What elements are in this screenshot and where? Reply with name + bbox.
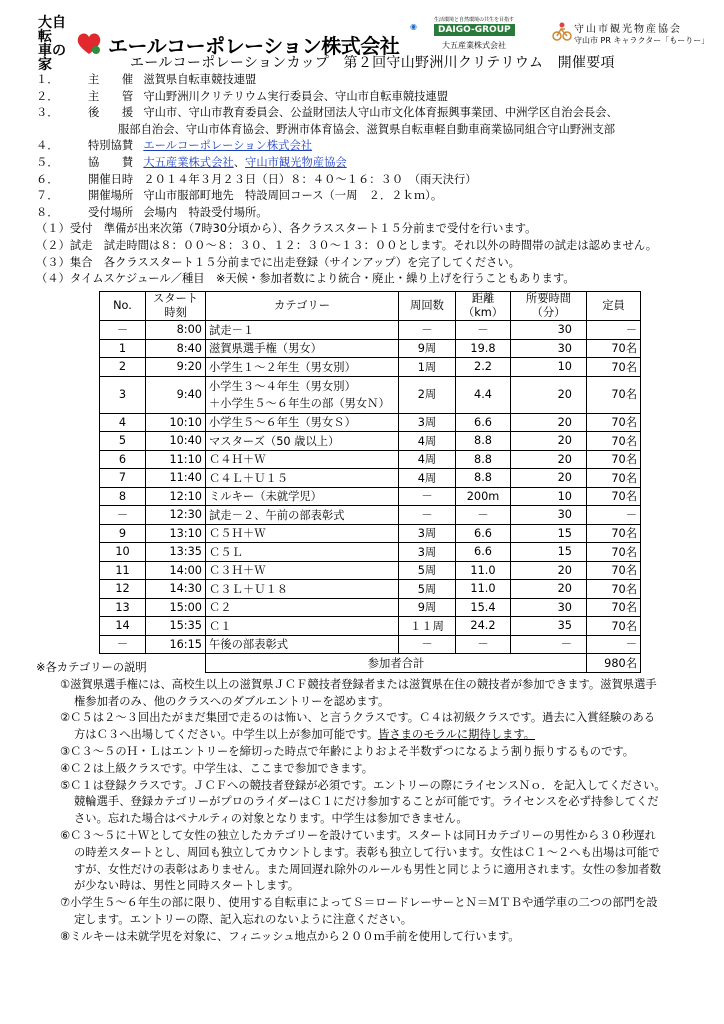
cell-cap: 70名 [587,432,641,451]
cell-time: 12:10 [146,487,206,506]
cell-laps: 9周 [399,339,456,358]
cell-dur: － [511,635,587,654]
cell-time: 16:15 [146,635,206,654]
cell-dist: 15.4 [456,598,511,617]
cell-dur: 20 [511,376,587,413]
cell-dist: 200m [456,487,511,506]
sponsor-link[interactable]: エールコーポレーション株式会社 [143,139,313,153]
cell-no: 5 [100,432,146,451]
cell-cap: 70名 [587,561,641,580]
cell-cap: 70名 [587,580,641,599]
cell-cap: 70名 [587,376,641,413]
info-label: 特別協賛 [88,139,134,153]
notes-section [36,660,710,946]
bicycle-icon [552,22,572,46]
info-label: 開催日時 [88,172,134,186]
category-line: 小学生３～４年生（男女別） [209,379,356,393]
info-line [36,105,657,122]
info-line: ５． 協 賛 大五産業株式会社、守山市観光物産協会 [36,155,657,172]
cell-time: 14:30 [146,580,206,599]
kanko-name: 守山市観光物産協会 [574,24,682,35]
info-number: ４． [36,139,59,153]
cell-cat: Ｃ４Ｌ＋Ｕ１５ [206,469,399,488]
info-value: 守山市、守山市教育委員会、公益財団法人守山市文化体育振興事業団、中洲学区自治会長会、 [143,106,618,120]
cell-no: 12 [100,580,146,599]
sub-item: （４）タイムスケジュール／種目 ※天候・参加者数により統合・廃止・繰り上げを行うこともあります。 [36,272,575,286]
cell-laps: 3周 [399,413,456,432]
cell-no: 14 [100,617,146,636]
sub-item: （１）受付 準備が出来次第（7時30分頃から）、各クラススタート１５分前まで受付を行います。 [36,222,537,236]
cell-cat: Ｃ３Ｌ＋Ｕ１８ [206,580,399,599]
cell-cat: 午後の部表彰式 [206,635,399,654]
header-category: カテゴリー [206,292,399,321]
cell-cat: Ｃ２ [206,598,399,617]
cell-dist: 4.4 [456,376,511,413]
cell-time: 15:00 [146,598,206,617]
info-number: ６． [36,172,59,186]
info-label: 協 賛 [88,155,134,169]
note-item [36,778,710,828]
table-row [100,506,641,525]
note-item [36,744,710,761]
cell-cat: Ｃ４Ｈ＋Ｗ [206,450,399,469]
cell-cap: 70名 [587,358,641,377]
corp-logo-text: エールコーポレーション株式会社 [108,33,400,58]
cell-laps: － [399,487,456,506]
table-row [100,543,641,562]
total-label: 参加者合計 [206,654,587,673]
document-title: エールコーポレーションカップ 第２回守山野洲川クリテリウム 開催要項 [130,55,615,71]
table-row [100,469,641,488]
daigo-tagline: 生活環境と自然環境の共生を目指す [434,17,515,23]
info-line [36,205,657,222]
sponsor-link[interactable]: 守山市観光物産協会 [245,155,347,169]
cell-laps: 5周 [399,561,456,580]
note-line: ④Ｃ２は上級クラスです。中学生は、ここまで参加できます。 [60,761,373,775]
cell-dist: 11.0 [456,580,511,599]
sponsor-link[interactable]: 大五産業株式会社 [143,155,234,169]
header-laps: 周回数 [399,292,456,321]
cell-dist: 24.2 [456,617,511,636]
info-label: 主 管 [88,89,134,103]
cell-dist: 6.6 [456,524,511,543]
calligraphy-logo: 大自転 車の家 [38,15,66,73]
cell-cap: 70名 [587,598,641,617]
cell-dist: 2.2 [456,358,511,377]
info-value: ２０１４年３月２３日（日）８：４０～１６：３０ （雨天決行） [143,172,477,186]
cell-no: 10 [100,543,146,562]
cell-dist: 8.8 [456,450,511,469]
total-value: 980名 [587,654,641,673]
cell-cap: － [587,635,641,654]
table-row [100,598,641,617]
cell-cap: 70名 [587,450,641,469]
cell-dur: 20 [511,413,587,432]
cell-time: 9:40 [146,376,206,413]
cell-no: 9 [100,524,146,543]
cell-cat [206,376,399,413]
header-capacity: 定員 [587,292,641,321]
cell-dur: 20 [511,450,587,469]
cell-dur: 30 [511,598,587,617]
daigo-brand: DAIGO-GROUP [434,24,515,36]
cell-no: 4 [100,413,146,432]
cell-no: － [100,635,146,654]
table-row [100,358,641,377]
note-item [36,761,710,778]
cell-time: 14:00 [146,561,206,580]
cell-dur: 35 [511,617,587,636]
cell-dur: 30 [511,321,587,340]
table-row [100,561,641,580]
cell-cat: 小学生１～２年生（男女別） [206,358,399,377]
cell-dist: － [456,635,511,654]
table-row [100,487,641,506]
cell-dur: 20 [511,469,587,488]
cell-laps: － [399,321,456,340]
note-item [36,710,710,744]
table-row [100,450,641,469]
cell-dist: 6.6 [456,413,511,432]
note-line [60,727,710,744]
cell-cat: マスターズ（50 歳以上） [206,432,399,451]
cell-dist: － [456,506,511,525]
cell-time: 9:20 [146,358,206,377]
schedule-table [99,291,641,673]
cell-dist: 8.8 [456,469,511,488]
note-line: さい。忘れた場合はペナルティの対象となります。中学生は参加できません。 [74,812,468,826]
info-label: 開催場所 [88,189,134,203]
cell-dur: 15 [511,543,587,562]
info-line [36,122,657,139]
cell-dur: 30 [511,339,587,358]
table-row [100,339,641,358]
cell-laps: 5周 [399,580,456,599]
info-number: ７． [36,189,59,203]
table-row [100,524,641,543]
info-value: 服部自治会、守山市体育協会、野洲市体育協会、滋賀県自転車軽自動車商業協同組合守山野洲支部 [118,122,616,136]
cell-dur: 10 [511,487,587,506]
cell-no: 7 [100,469,146,488]
cell-no: － [100,506,146,525]
cell-dur: 15 [511,524,587,543]
cell-cap: 70名 [587,469,641,488]
cell-laps: 3周 [399,524,456,543]
note-item [36,895,710,929]
cell-dur: 20 [511,432,587,451]
cell-cap: 70名 [587,339,641,358]
cell-dist: 19.8 [456,339,511,358]
info-line [36,188,657,205]
cell-laps: － [399,635,456,654]
table-row [100,635,641,654]
cell-cat: Ｃ１ [206,617,399,636]
cell-cap: 70名 [587,617,641,636]
header-no: No. [100,292,146,321]
note-line: 権参加者のみ、他のクラスへのダブルエントリーを認めます。 [74,694,390,708]
info-number: １． [36,73,59,86]
note-line: ⑦小学生５～６年生の部に限り、使用する自転車によってＳ＝ロードレーサーとＮ＝ＭＴＢや通学車の二つの部門を設 [60,896,658,910]
table-row [100,617,641,636]
cell-cat: Ｃ５Ｌ [206,543,399,562]
header-start-time: スタート 時刻 [146,292,206,321]
info-label: 主 催 [88,73,134,86]
kanko-subtitle: 守山市 PR キャラクター「もーりー」 [574,36,710,45]
cell-time: 13:35 [146,543,206,562]
note-line: の時差スタートとし、周回も独立してカウントします。表彰も独立して行います。女性はＣ１～２へも出場は可能で [74,845,660,859]
sub-item: （３）集合 各クラススタート１５分前までに出走登録（サインアップ）を完了してください。 [36,255,520,269]
header-duration: 所要時間 （分） [511,292,587,321]
sub-item: （２）試走 試走時間は８：００～８：３０、１２：３０～１３：００とします。それ以外の時間帯の試走は認めません。 [36,238,658,252]
note-line: が少ない時は、男性と同時スタートします。 [74,879,300,893]
info-line [36,89,657,106]
cell-laps: 2周 [399,376,456,413]
note-emphasis: 皆さまのモラルに期待します。 [378,728,536,742]
category-line: ＋小学生５～６年生の部（男女Ｎ） [209,396,390,410]
info-line [36,138,657,155]
info-number: ３． [36,106,59,120]
cell-no: 1 [100,339,146,358]
cell-dur: 20 [511,561,587,580]
daigo-mark-icon: ◉ [410,22,417,31]
cell-no: 8 [100,487,146,506]
cell-time: 12:30 [146,506,206,525]
note-line: 競輪選手、登録カテゴリーがプロのライダーはＣ１にだけ参加することが可能です。ライセンスを必ず持参してくだ [74,795,659,809]
cell-cap: 70名 [587,543,641,562]
note-line: ③Ｃ３～５のＨ・Ｌはエントリーを締切った時点で年齢によりおよそ半数ずつになるよう割り振りするものです。 [60,744,635,758]
note-line: すが、女性だけの表彰はありません。また周回遅れ除外のルールも男性と同じように適用されます。女性の参加者数 [74,862,661,876]
cell-cap: 70名 [587,524,641,543]
cell-time: 11:10 [146,450,206,469]
table-row [100,432,641,451]
cell-cat: Ｃ５Ｈ＋Ｗ [206,524,399,543]
table-row [100,580,641,599]
table-row [100,376,641,413]
cell-no: 3 [100,376,146,413]
info-value: 滋賀県自転車競技連盟 [143,73,257,86]
info-value: 守山野洲川クリテリウム実行委員会、守山市自転車競技連盟 [143,89,448,103]
cell-cat: 試走－１ [206,321,399,340]
cell-time: 15:35 [146,617,206,636]
cell-cap: － [587,321,641,340]
cell-time: 8:00 [146,321,206,340]
cell-no: 11 [100,561,146,580]
cell-laps: 9周 [399,598,456,617]
cell-dur: 10 [511,358,587,377]
cell-no: － [100,321,146,340]
cell-no: 2 [100,358,146,377]
daigo-logo [408,16,548,56]
info-label: 後 援 [88,106,134,120]
cell-dur: 30 [511,506,587,525]
cell-dist: － [456,321,511,340]
note-line: ⑧ミルキーは未就学児を対象に、フィニッシュ地点から２００ｍ手前を使用して行います。 [60,929,520,943]
info-line [36,172,657,189]
info-number: ５． [36,155,59,169]
table-header-row [100,292,641,321]
note-item [36,929,710,946]
info-value: 会場内 特設受付場所。 [143,205,268,219]
note-item [36,828,710,895]
table-row [100,321,641,340]
cell-time: 13:10 [146,524,206,543]
cell-time: 8:40 [146,339,206,358]
cell-dist: 11.0 [456,561,511,580]
cell-no: 6 [100,450,146,469]
cell-laps: － [399,506,456,525]
cell-cat: 試走－２、午前の部表彰式 [206,506,399,525]
cell-dist: 6.6 [456,543,511,562]
note-line: ⑥Ｃ３～５に＋Ｗとして女性の独立したカテゴリーを設けています。スタートは同Ｈカテゴリーの男性から３０秒遅れ [60,828,656,842]
cell-cat: 小学生５～６年生（男女Ｓ） [206,413,399,432]
note-line: ⑤Ｃ１は登録クラスです。ＪＣＦへの競技者登録が必須です。エントリーの際にライセンスＮｏ．を記入してください。 [60,778,666,792]
cell-time: 11:40 [146,469,206,488]
cell-time: 10:10 [146,413,206,432]
cell-laps: 3周 [399,543,456,562]
note-line: ②Ｃ５は２～３回出たがまだ集団で走るのは怖い、と言うクラスです。Ｃ４は初級クラスです。過去に入賞経験のある [60,711,656,725]
cell-dur: 20 [511,580,587,599]
note-item [36,677,710,711]
cell-laps: 4周 [399,469,456,488]
info-label: 受付場所 [88,205,134,219]
note-line: 定します。エントリーの際、記入忘れのないように注意ください。 [74,912,413,926]
cell-cap: － [587,506,641,525]
cell-laps: １１周 [399,617,456,636]
cell-laps: 4周 [399,450,456,469]
cell-cat: 滋賀県選手権（男女） [206,339,399,358]
notes-heading: ※各カテゴリーの説明 [36,661,147,674]
cell-cap: 70名 [587,413,641,432]
info-number: ８． [36,205,59,219]
note-text: 方はＣ３へ出場してください。中学生以上が参加可能です。 [74,728,379,742]
cell-cap: 70名 [587,487,641,506]
heart-logo-icon [76,32,102,56]
info-section [36,72,657,288]
table-row [100,413,641,432]
cell-no: 13 [100,598,146,617]
daigo-company: 大五産業株式会社 [442,41,506,50]
cell-cat: Ｃ３Ｈ＋Ｗ [206,561,399,580]
cell-time: 10:40 [146,432,206,451]
info-number: ２． [36,89,59,103]
note-line: ①滋賀県選手権には、高校生以上の滋賀県ＪＣＦ競技者登録者または滋賀県在住の競技者が参加できます。滋賀県選手 [60,677,657,691]
cell-laps: 1周 [399,358,456,377]
cell-cat: ミルキー（未就学児） [206,487,399,506]
info-line [36,72,657,89]
info-value: 守山市服部町地先 特設周回コース（一周 ２．２ｋｍ）。 [143,189,443,203]
cell-dist: 8.8 [456,432,511,451]
cell-laps: 4周 [399,432,456,451]
header-distance: 距離 （km） [456,292,511,321]
